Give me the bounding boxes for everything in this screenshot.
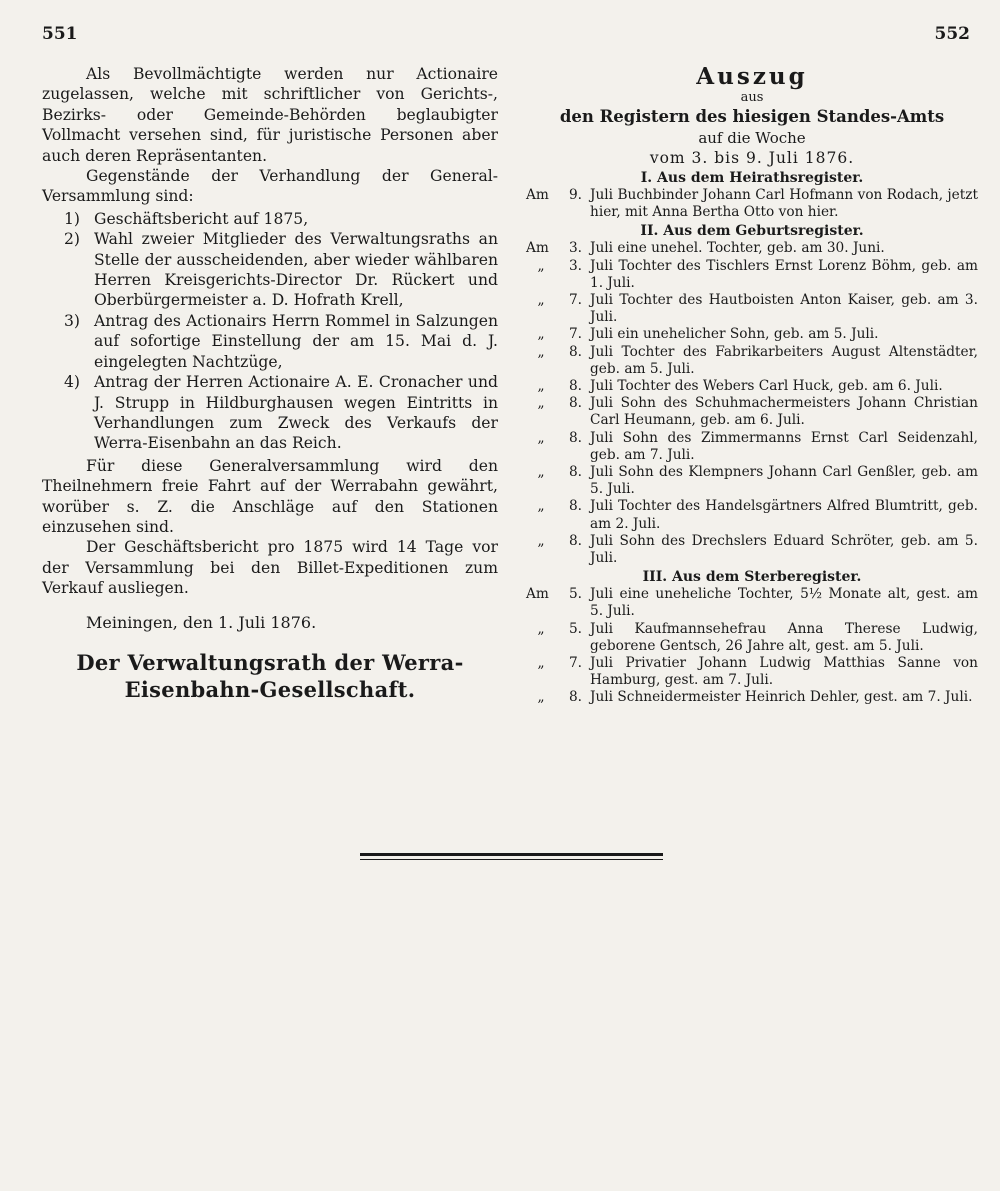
register-entry xyxy=(526,586,978,620)
paragraph-agenda-intro: Gegenstände der Verhandlung der General-Versammlung sind: xyxy=(42,167,498,206)
entry-text: Juli Tochter des Tischlers Ernst Lorenz Böhm, geb. am 1. Juli. xyxy=(590,257,978,291)
end-rule-thick xyxy=(360,853,663,856)
page-number-right: 552 xyxy=(934,24,970,44)
entry-text: Juli Tochter des Webers Carl Huck, geb. am 6. Juli. xyxy=(590,378,943,395)
end-rule-thin xyxy=(360,859,663,860)
birth-section xyxy=(526,222,978,567)
place-date-line: Meiningen, den 1. Juli 1876. xyxy=(86,612,317,632)
entry-prefix: Am xyxy=(526,187,549,203)
register-entry xyxy=(526,378,978,395)
register-entry xyxy=(526,344,978,378)
entry-text: Juli Sohn des Schuhmachermeisters Johann Christian Carl Heumann, geb. am 6. Juli. xyxy=(590,395,978,429)
entry-text: Juli Tochter des Fabrikarbeiters August Altenstädter, geb. am 5. Juli. xyxy=(590,343,978,377)
entry-text: Juli eine unehel. Tochter, geb. am 30. Juni. xyxy=(590,240,885,257)
register-title-aus: aus xyxy=(740,90,764,105)
entry-date: 8. xyxy=(568,343,582,360)
agenda-text: Geschäftsbericht auf 1875, xyxy=(94,209,309,228)
register-date-range: vom 3. bis 9. Juli 1876. xyxy=(649,149,855,167)
right-column xyxy=(526,64,978,707)
register-entry xyxy=(526,655,978,689)
agenda-item xyxy=(64,209,498,229)
entry-text: Juli Buchbinder Johann Carl Hofmann von Rodach, jetzt hier, mit Anna Bertha Otto von hier. xyxy=(590,187,978,221)
entry-prefix: „ xyxy=(537,257,545,274)
register-entry xyxy=(526,258,978,292)
section-heading-marriage: I. Aus dem Heirathsregister. xyxy=(640,170,864,186)
entry-text: Juli Schneidermeister Heinrich Dehler, gest. am 7. Juli. xyxy=(590,689,973,706)
entry-date: 7. xyxy=(568,655,582,672)
signature-line-2: Eisenbahn-Gesellschaft. xyxy=(124,676,416,702)
entry-prefix: „ xyxy=(537,429,545,446)
entry-date: 8. xyxy=(568,395,582,412)
agenda-text: Wahl zweier Mitglieder des Verwaltungsraths an Stelle der ausscheidenden, aber wieder wählbaren Herren Kreisgerichts-Director Dr. Rückert und Oberbürgermeister a. D. Hofrath Krell, xyxy=(94,230,498,310)
paragraph-proxies: Als Bevollmächtigte werden nur Actionaire zugelassen, welche mit schriftlicher von Gerichts-, Bezirks- oder Gemeinde-Behörden beglaubigter Vollmacht versehen sind, für juristische Personen aber auch deren Repräsentanten. xyxy=(42,65,498,165)
entry-date: 5. xyxy=(568,586,582,603)
entry-date: 8. xyxy=(568,689,582,706)
register-entry xyxy=(526,430,978,464)
entry-prefix: „ xyxy=(537,343,545,360)
entry-prefix: „ xyxy=(537,464,545,481)
entry-date: 7. xyxy=(568,292,582,309)
entry-prefix: Am xyxy=(526,240,549,257)
register-entry xyxy=(526,498,978,532)
entry-date: 9. xyxy=(568,187,582,203)
agenda-text: Antrag der Herren Actionaire A. E. Cronacher und J. Strupp in Hildburghausen wegen Eintritts in Verhandlungen zum Zweck des Verkaufs der Werra-Eisenbahn an das Reich. xyxy=(94,373,498,453)
entry-text: Juli Sohn des Zimmermanns Ernst Carl Seidenzahl, geb. am 7. Juli. xyxy=(590,429,978,463)
register-entry xyxy=(526,464,978,498)
agenda-item xyxy=(64,311,498,372)
agenda-number: 2) xyxy=(64,230,81,249)
section-heading-birth: II. Aus dem Geburtsregister. xyxy=(640,223,864,240)
entry-date: 8. xyxy=(568,464,582,481)
register-entry xyxy=(526,187,978,221)
death-section xyxy=(526,568,978,706)
signature-line-1: Der Verwaltungsrath der Werra- xyxy=(76,649,464,675)
page-number-left: 551 xyxy=(42,24,78,44)
paragraph-free-travel: Für diese Generalversammlung wird den Theilnehmern freie Fahrt auf der Werrabahn gewährt, worüber s. Z. die Anschläge auf den Stationen einzusehen sind. xyxy=(42,456,498,536)
entry-date: 8. xyxy=(568,378,582,395)
register-subtitle: den Registern des hiesigen Standes-Amts xyxy=(559,107,945,126)
register-title: Auszug xyxy=(696,63,808,90)
marriage-section xyxy=(526,169,978,221)
agenda-text: Antrag des Actionairs Herrn Rommel in Salzungen auf sofortige Einstellung der am 15. Mai d. J. eingelegten Nachtzüge, xyxy=(94,311,498,371)
agenda-list xyxy=(64,209,498,454)
entry-text: Juli Kaufmannsehefrau Anna Therese Ludwig, geborene Gentsch, 26 Jahre alt, gest. am 5. Juli. xyxy=(590,620,978,654)
agenda-item xyxy=(64,229,498,311)
entry-text: Juli Tochter des Hautboisten Anton Kaiser, geb. am 3. Juli. xyxy=(590,292,978,326)
register-entry xyxy=(526,326,978,343)
paragraph-report: Der Geschäftsbericht pro 1875 wird 14 Tage vor der Versammlung bei den Billet-Expeditionen zum Verkauf ausliegen. xyxy=(42,538,498,598)
left-column xyxy=(42,64,498,703)
entry-prefix: „ xyxy=(537,689,545,706)
entry-date: 8. xyxy=(568,498,582,515)
entry-text: Juli Sohn des Klempners Johann Carl Genßler, geb. am 5. Juli. xyxy=(590,464,978,498)
agenda-number: 4) xyxy=(64,373,81,392)
agenda-number: 3) xyxy=(64,311,81,330)
entry-prefix: „ xyxy=(537,655,545,672)
entry-date: 3. xyxy=(568,240,582,257)
agenda-item xyxy=(64,372,498,454)
entry-text: Juli eine uneheliche Tochter, 5½ Monate alt, gest. am 5. Juli. xyxy=(590,586,978,620)
entry-prefix: „ xyxy=(537,620,545,637)
entry-prefix: „ xyxy=(537,292,545,309)
register-entry xyxy=(526,689,978,706)
entry-text: Juli Tochter des Handelsgärtners Alfred Blumtritt, geb. am 2. Juli. xyxy=(590,498,978,532)
entry-prefix: Am xyxy=(526,586,549,603)
agenda-number: 1) xyxy=(64,209,81,228)
register-entry xyxy=(526,240,978,257)
signature-block xyxy=(42,649,498,703)
entry-date: 3. xyxy=(568,257,582,274)
entry-prefix: „ xyxy=(537,378,545,395)
entry-prefix: „ xyxy=(537,395,545,412)
entry-prefix: „ xyxy=(537,498,545,515)
entry-date: 7. xyxy=(568,326,582,343)
register-entry xyxy=(526,621,978,655)
entry-prefix: „ xyxy=(537,532,545,549)
entry-date: 5. xyxy=(568,620,582,637)
register-entry xyxy=(526,533,978,567)
entry-text: Juli Sohn des Drechslers Eduard Schröter, geb. am 5. Juli. xyxy=(590,532,978,567)
section-heading-death: III. Aus dem Sterberegister. xyxy=(642,569,862,586)
entry-text: Juli ein unehelicher Sohn, geb. am 5. Juli. xyxy=(590,326,879,343)
entry-date: 8. xyxy=(568,532,582,549)
entry-prefix: „ xyxy=(537,326,545,343)
register-entry xyxy=(526,395,978,429)
entry-text: Juli Privatier Johann Ludwig Matthias Sanne von Hamburg, gest. am 7. Juli. xyxy=(590,655,978,689)
register-entry xyxy=(526,292,978,326)
register-week-label: auf die Woche xyxy=(698,129,806,147)
entry-date: 8. xyxy=(568,429,582,446)
